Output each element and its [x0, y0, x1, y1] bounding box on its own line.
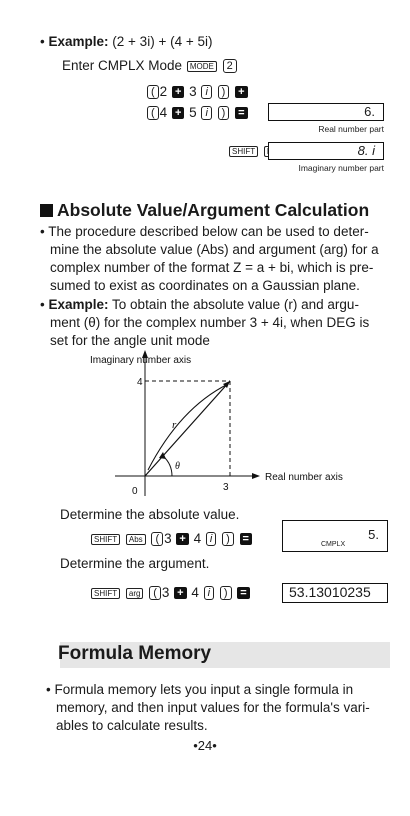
- para-line: complex number of the format Z = a + bi, which is pre-: [50, 260, 374, 275]
- example-label: Example:: [48, 297, 109, 312]
- square-bullet-icon: [40, 204, 53, 217]
- example-label: Example:: [48, 34, 109, 49]
- para-line: sumed to exist as coordinates on a Gaussian plane.: [50, 278, 360, 293]
- section-title-abs: [40, 200, 369, 221]
- real-axis-arrow-icon: [252, 473, 260, 479]
- plus-key[interactable]: +: [172, 86, 184, 98]
- display-abs-value: 5.: [368, 527, 379, 542]
- open-paren-key[interactable]: (: [151, 532, 163, 546]
- i-key[interactable]: i: [206, 532, 216, 546]
- equals-key[interactable]: =: [237, 587, 249, 599]
- digit: 3: [161, 585, 170, 600]
- theta-label: θ: [175, 461, 180, 472]
- origin-label: 0: [132, 486, 138, 497]
- x-tick-label: 3: [223, 482, 229, 493]
- shift-key[interactable]: SHIFT: [91, 588, 120, 599]
- close-paren-key[interactable]: ): [220, 586, 232, 600]
- display-arg: 53.13010235: [282, 583, 388, 603]
- shift-key[interactable]: SHIFT: [91, 534, 120, 545]
- close-paren-key[interactable]: ): [218, 106, 230, 120]
- open-paren-key[interactable]: (: [147, 85, 159, 99]
- para-line: ment (θ) for the complex number 3 + 4i, when DEG is: [50, 315, 370, 330]
- plus-key[interactable]: +: [174, 587, 186, 599]
- imaginary-part-label: Imaginary number part: [298, 163, 384, 173]
- real-part-label: Real number part: [318, 124, 384, 134]
- para-line: The procedure described below can be used to deter-: [48, 224, 369, 239]
- arg-key-sequence: [90, 584, 251, 602]
- x-axis-label: Real number axis: [265, 472, 343, 483]
- bullet: •: [40, 34, 45, 49]
- plus-key[interactable]: +: [176, 533, 188, 545]
- i-key[interactable]: i: [201, 106, 211, 120]
- key-2[interactable]: 2: [223, 59, 237, 73]
- close-paren-key[interactable]: ): [218, 85, 230, 99]
- mode-key[interactable]: MODE: [187, 61, 217, 72]
- para-line: ables to calculate results.: [56, 718, 208, 733]
- y-tick-label: 4: [137, 377, 143, 388]
- para1: [40, 223, 379, 295]
- arg-key[interactable]: arg: [126, 588, 144, 599]
- display-imaginary: 8. i: [268, 142, 384, 160]
- i-key[interactable]: i: [201, 85, 211, 99]
- digit: 2: [159, 84, 168, 99]
- example-expression: (2 + 3i) + (4 + 5i): [112, 34, 213, 49]
- para-line: memory, and then input values for the formula's vari-: [56, 700, 370, 715]
- digit: 4: [191, 585, 199, 600]
- bullet: •: [40, 224, 45, 239]
- abs-key[interactable]: Abs: [126, 534, 146, 545]
- para-line: mine the absolute value (Abs) and argument (arg) for a: [50, 242, 379, 257]
- enter-mode-line: [62, 57, 238, 75]
- open-paren-key[interactable]: (: [147, 106, 159, 120]
- equals-key[interactable]: =: [240, 533, 252, 545]
- plus-key[interactable]: +: [172, 107, 184, 119]
- shift-key[interactable]: SHIFT: [229, 146, 258, 157]
- open-paren-key[interactable]: (: [149, 586, 161, 600]
- bullet: •: [46, 682, 51, 697]
- digit: 4: [159, 105, 168, 120]
- key-sequence-2: [146, 104, 249, 122]
- digit: 3: [164, 531, 172, 546]
- i-key[interactable]: i: [204, 586, 214, 600]
- digit: 3: [189, 84, 197, 99]
- para2: [40, 296, 369, 350]
- y-axis-label: Imaginary number axis: [90, 355, 192, 366]
- enter-mode-text: Enter CMPLX Mode: [62, 58, 183, 73]
- cmplx-indicator: CMPLX: [321, 541, 346, 548]
- close-paren-key[interactable]: ): [222, 532, 234, 546]
- example1-header: [40, 33, 212, 51]
- display-real: 6.: [268, 103, 384, 121]
- abs-key-sequence: [90, 530, 253, 548]
- key-sequence-1: [146, 83, 249, 101]
- bullet: •: [40, 297, 45, 312]
- para-line: set for the angle unit mode: [50, 333, 210, 348]
- section-title-text: Absolute Value/Argument Calculation: [57, 200, 370, 220]
- vector-r: [145, 381, 230, 476]
- equals-key[interactable]: =: [235, 107, 247, 119]
- page-number: •24•: [193, 738, 217, 753]
- para-line: To obtain the absolute value (r) and argu-: [108, 297, 359, 312]
- formula-para: [46, 681, 370, 735]
- gaussian-plane-diagram: [60, 348, 380, 498]
- angle-arc: [163, 456, 172, 476]
- digit: 4: [193, 531, 202, 546]
- section-title-formula: Formula Memory: [58, 643, 212, 664]
- abs-caption: Determine the absolute value.: [60, 507, 240, 522]
- para-line: Formula memory lets you input a single formula in: [54, 682, 354, 697]
- display-abs: [282, 520, 388, 552]
- r-label: r: [172, 419, 177, 431]
- plus-key[interactable]: +: [235, 86, 247, 98]
- digit: 5: [189, 105, 197, 120]
- arg-caption: Determine the argument.: [60, 556, 210, 571]
